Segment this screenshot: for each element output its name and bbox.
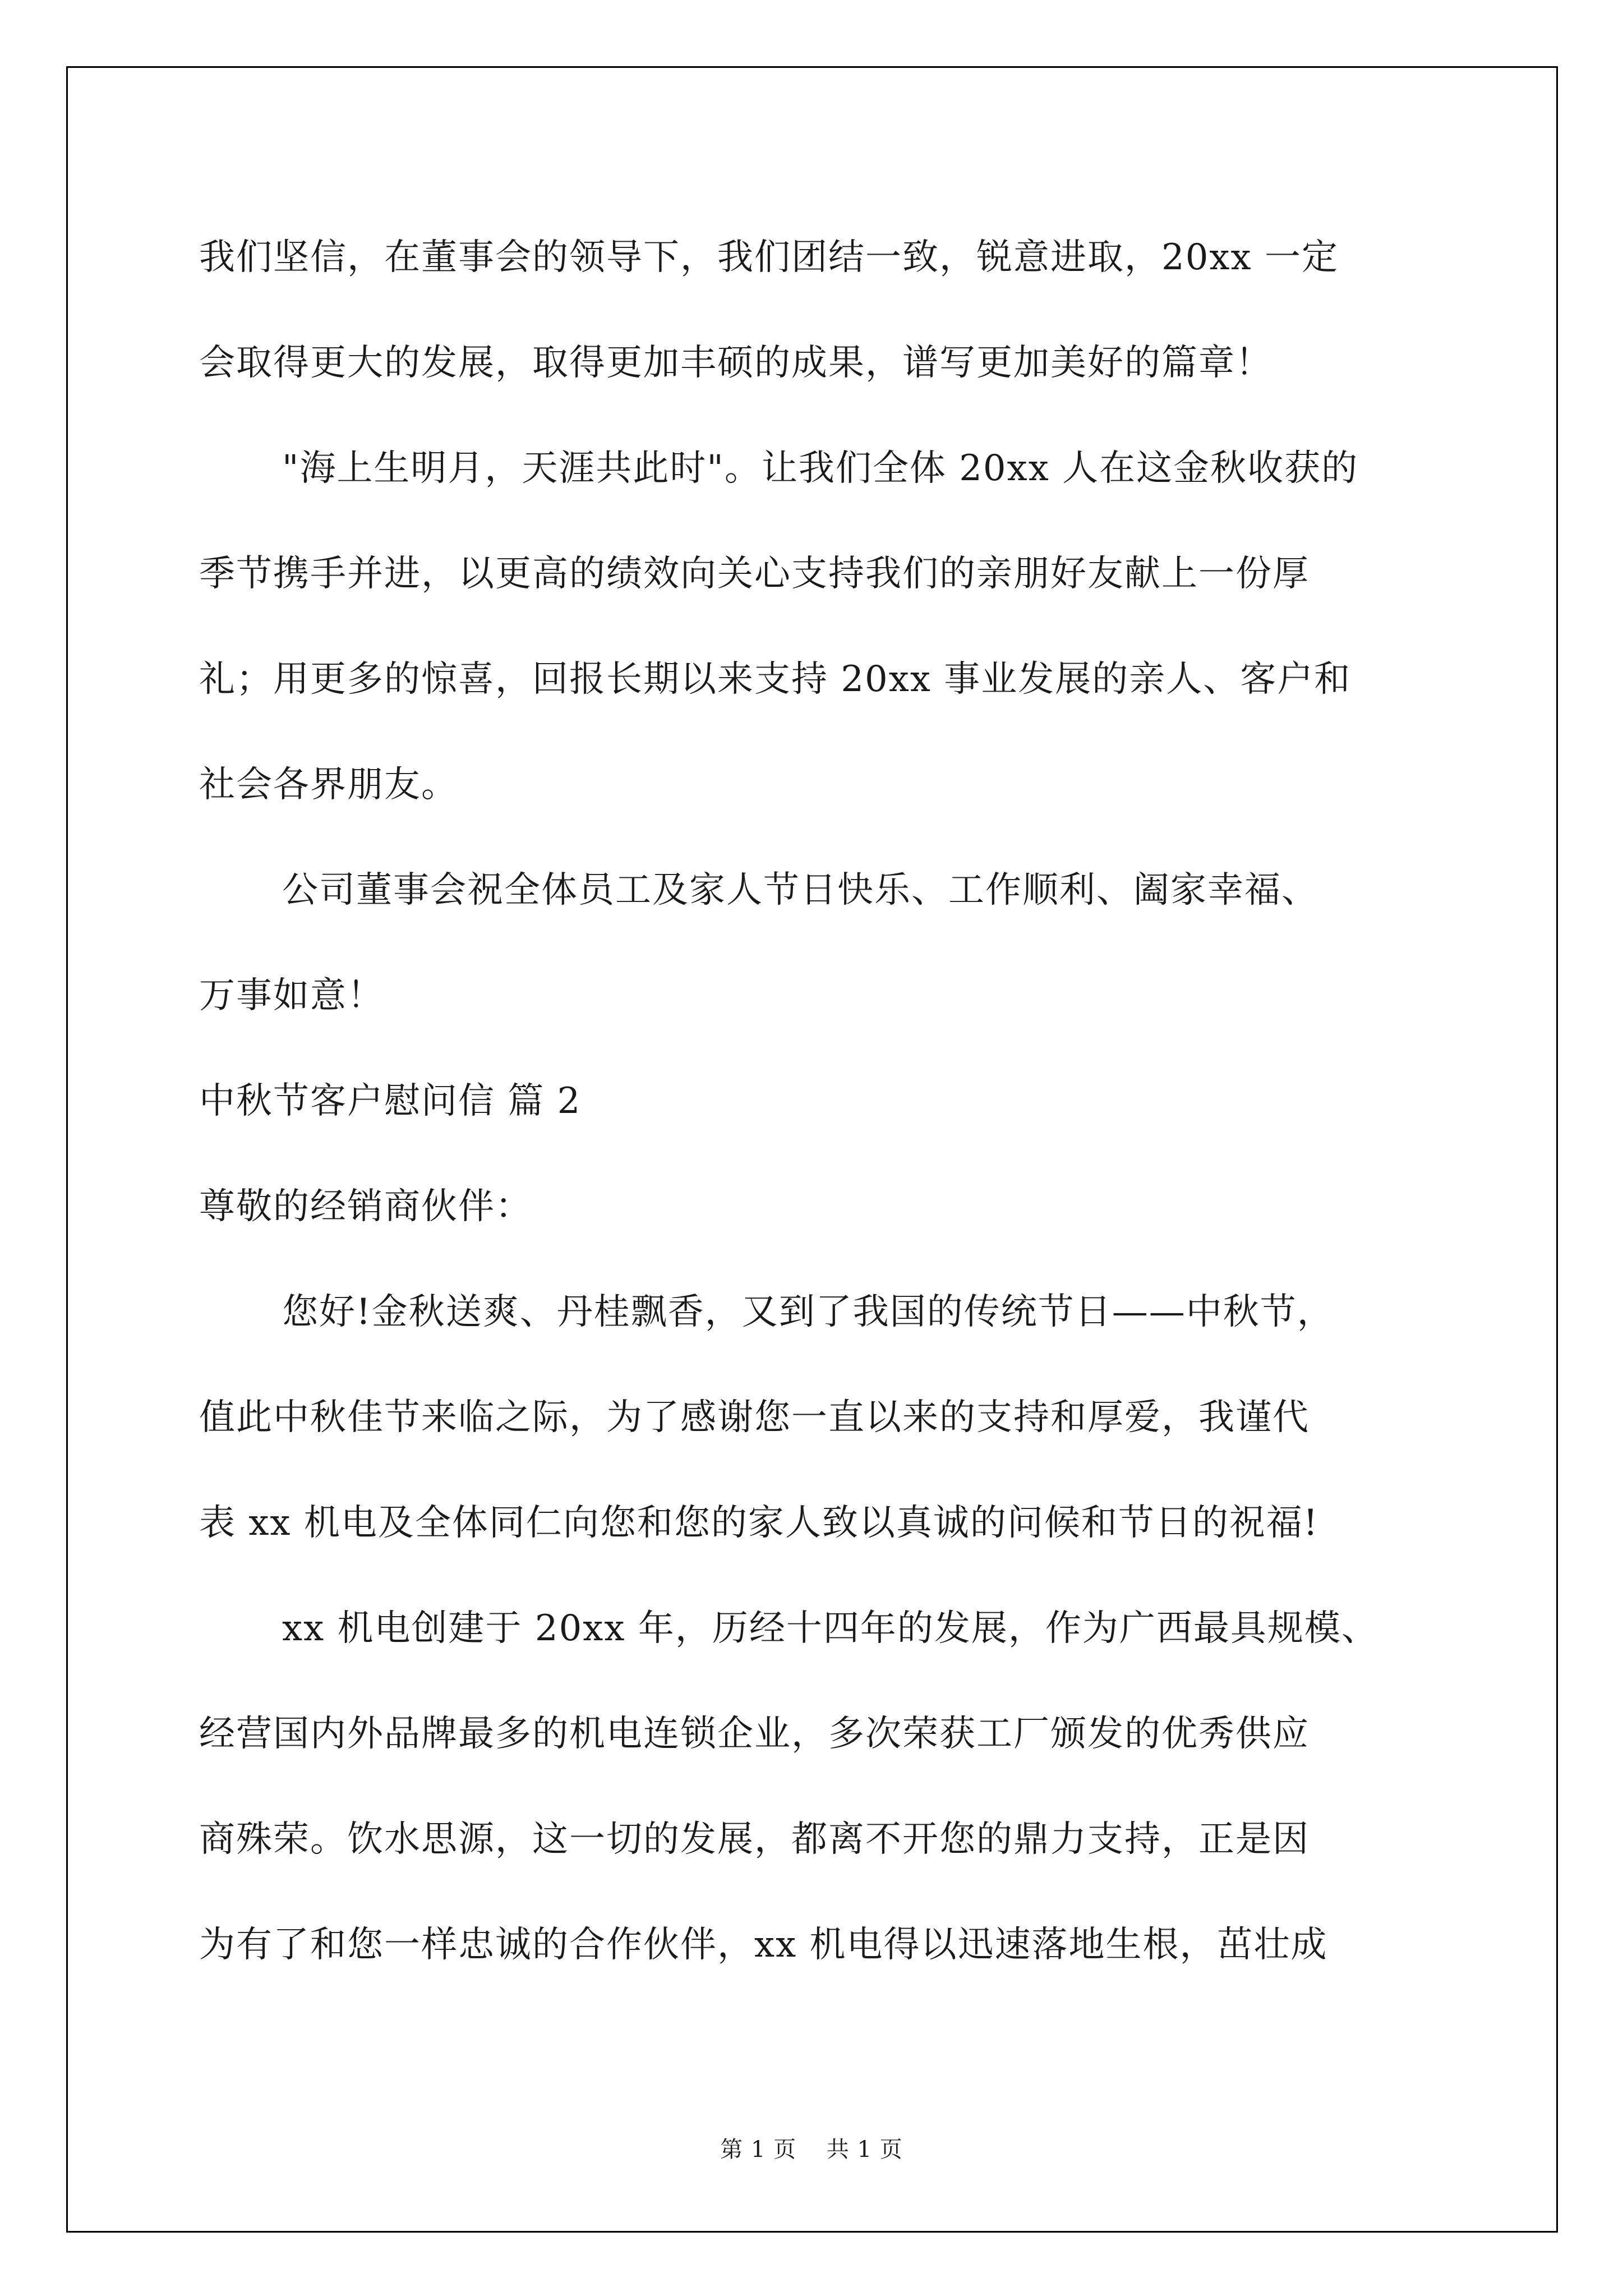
text-line: 表 xx 机电及全体同仁向您和您的家人致以真诚的问候和节日的祝福! <box>199 1502 1319 1544</box>
text-line: 礼；用更多的惊喜，回报长期以来支持 20xx 事业发展的亲人、客户和 <box>199 659 1352 700</box>
text-line: 万事如意！ <box>199 975 384 1016</box>
text-line: 社会各界朋友。 <box>199 764 458 806</box>
text-line: 季节携手并进，以更高的绩效向关心支持我们的亲朋好友献上一份厚 <box>199 553 1310 595</box>
page-footer <box>0 2132 1623 2164</box>
text-line: xx 机电创建于 20xx 年，历经十四年的发展，作为广西最具规模、 <box>282 1608 1378 1649</box>
section-heading: 中秋节客户慰问信 篇 2 <box>199 1080 582 1122</box>
text-line: 经营国内外品牌最多的机电连锁企业，多次荣获工厂颁发的优秀供应 <box>199 1713 1310 1755</box>
salutation: 尊敬的经销商伙伴： <box>199 1186 532 1227</box>
page-number: 第 1 页 <box>720 2137 797 2162</box>
text-line: "海上生明月，天涯共此时"。让我们全体 20xx 人在这金秋收获的 <box>282 448 1359 489</box>
page-total: 共 1 页 <box>826 2137 903 2162</box>
text-line: 我们坚信，在董事会的领导下，我们团结一致，锐意进取，20xx 一定 <box>199 237 1339 278</box>
document-body <box>199 205 1424 1998</box>
text-line: 会取得更大的发展，取得更加丰硕的成果，谱写更加美好的篇章！ <box>199 342 1272 384</box>
text-line: 您好!金秋送爽、丹桂飘香，又到了我国的传统节日——中秋节， <box>282 1291 1334 1333</box>
text-line: 值此中秋佳节来临之际，为了感谢您一直以来的支持和厚爱，我谨代 <box>199 1397 1310 1438</box>
text-line: 为有了和您一样忠诚的合作伙伴，xx 机电得以迅速落地生根，茁壮成 <box>199 1924 1328 1966</box>
text-line: 商殊荣。饮水思源，这一切的发展，都离不开您的鼎力支持，正是因 <box>199 1819 1310 1860</box>
text-line: 公司董事会祝全体员工及家人节日快乐、工作顺利、阖家幸福、 <box>282 869 1318 911</box>
